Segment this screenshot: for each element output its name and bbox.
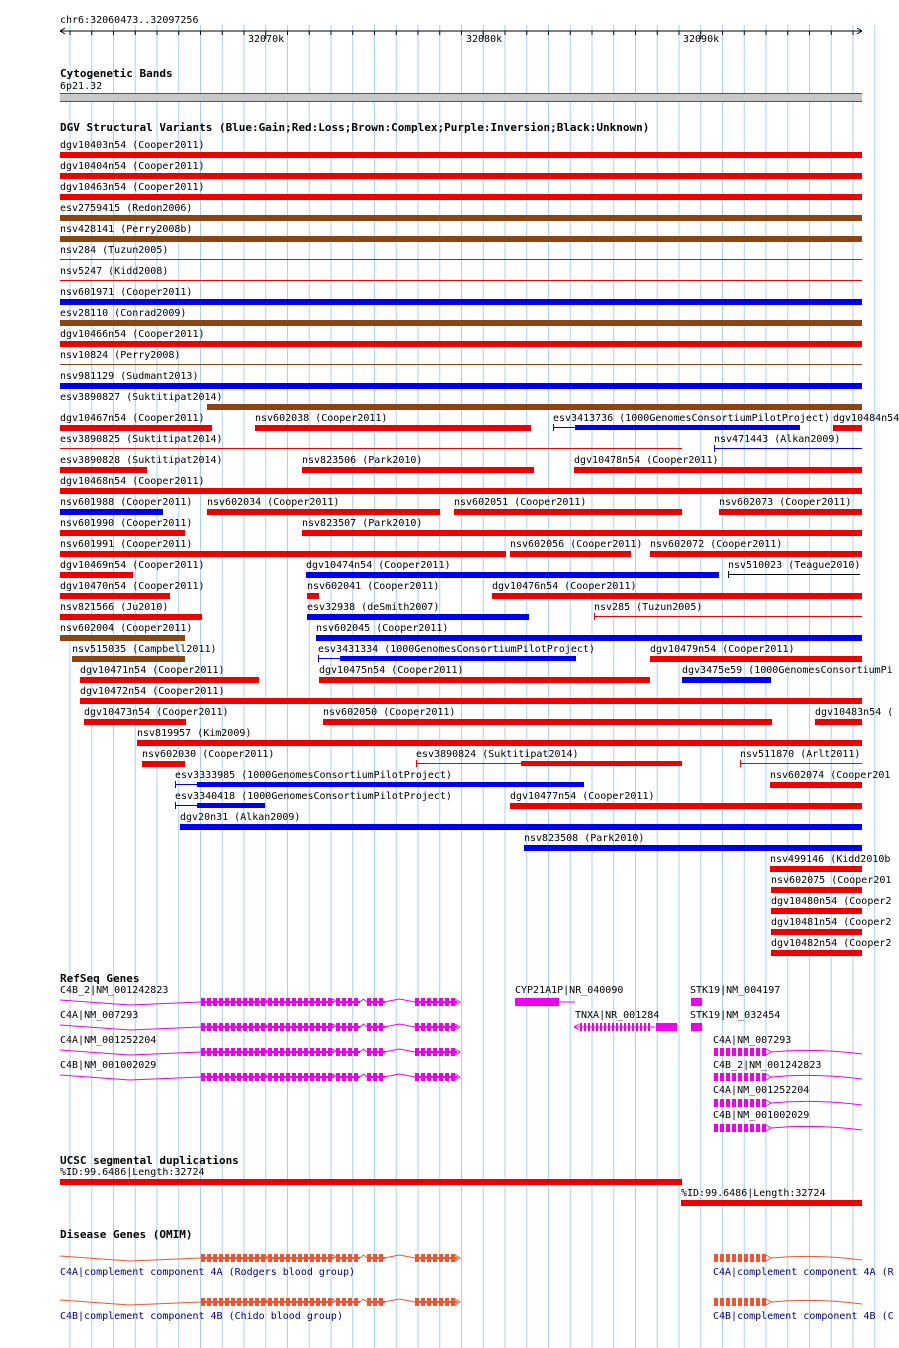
exon[interactable]	[379, 1298, 383, 1306]
dgv-feature-label[interactable]: nsv602038 (Cooper2011)	[255, 413, 388, 424]
exon-connector[interactable]	[340, 1301, 342, 1303]
exon[interactable]	[219, 1298, 223, 1306]
exon-connector[interactable]	[235, 1257, 237, 1259]
exon-connector[interactable]	[253, 1257, 255, 1259]
ruler-tick-label: 32080k	[466, 34, 503, 45]
dgv-feature-label[interactable]: nsv602041 (Cooper2011)	[307, 581, 440, 592]
dgv-feature-label[interactable]: nsv602050 (Cooper2011)	[323, 707, 456, 718]
dgv-feature-label[interactable]: esv28110 (Conrad2009)	[60, 308, 187, 319]
exon-connector[interactable]	[308, 1301, 310, 1303]
exon-connector[interactable]	[419, 1257, 421, 1259]
dgv-feature-label[interactable]: dgv10474n54 (Cooper2011)	[306, 560, 451, 571]
exon-connector[interactable]	[352, 1301, 354, 1303]
exon-connector[interactable]	[302, 1257, 304, 1259]
exon[interactable]	[744, 1298, 748, 1306]
omim-gene-label[interactable]: C4B|complement component 4B (Chido blood group)	[60, 1311, 343, 1322]
dgv-feature-label[interactable]: dgv10471n54 (Cooper2011)	[80, 665, 225, 676]
dgv-feature-label[interactable]: nsv602074 (Cooper201	[770, 770, 891, 781]
dgv-feature-label[interactable]: nsv601971 (Cooper2011)	[60, 287, 193, 298]
omim-gene-label[interactable]: C4A|complement component 4A (Rodgers blood group)	[60, 1267, 356, 1278]
exon-connector[interactable]	[247, 1301, 249, 1303]
dgv-feature-label[interactable]: dgv10483n54 (	[815, 707, 894, 718]
dgv-feature-label[interactable]: nsv602072 (Cooper2011)	[650, 539, 783, 550]
refseq-gene-label[interactable]: STK19|NM_032454	[690, 1010, 781, 1021]
dgv-feature-label[interactable]: nsv602073 (Cooper2011)	[719, 497, 852, 508]
exon[interactable]	[367, 1254, 371, 1262]
exon[interactable]	[280, 1254, 284, 1262]
exon[interactable]	[274, 1254, 278, 1262]
dgv-feature-label[interactable]: nsv819957 (Kim2009)	[137, 728, 252, 739]
dgv-feature-label[interactable]: dgv10403n54 (Cooper2011)	[60, 140, 205, 151]
exon[interactable]	[336, 1254, 340, 1262]
exon[interactable]	[421, 1298, 425, 1306]
dgv-feature-label[interactable]: nsv823506 (Park2010)	[302, 455, 423, 466]
intron-line	[771, 1300, 862, 1304]
exon-connector[interactable]	[371, 1301, 373, 1303]
exon[interactable]	[213, 1298, 217, 1306]
exon[interactable]	[201, 1298, 205, 1306]
exon[interactable]	[286, 1298, 290, 1306]
exon[interactable]	[354, 1298, 358, 1306]
exon[interactable]	[342, 1254, 346, 1262]
omim-track-title[interactable]: Disease Genes (OMIM)	[60, 1228, 193, 1241]
exon-connector[interactable]	[308, 1257, 310, 1259]
exon[interactable]	[762, 1298, 766, 1306]
exon[interactable]	[732, 1254, 736, 1262]
exon[interactable]	[213, 1254, 217, 1262]
exon[interactable]	[354, 1254, 358, 1262]
refseq-gene-label[interactable]: CYP21A1P|NR_040090	[515, 985, 624, 996]
cytoband-track-title[interactable]: Cytogenetic Bands	[60, 67, 173, 80]
exon-connector[interactable]	[377, 1301, 379, 1303]
exon[interactable]	[225, 1298, 229, 1306]
dgv-feature-label[interactable]: nsv510023 (Teague2010)	[728, 560, 861, 571]
exon[interactable]	[342, 1298, 346, 1306]
dgv-feature-label[interactable]: esv3890827 (Suktitipat2014)	[60, 392, 223, 403]
cytoband-label: 6p21.32	[60, 81, 103, 92]
refseq-gene-label[interactable]: TNXA|NR_001284	[575, 1010, 660, 1021]
exon[interactable]	[237, 1298, 241, 1306]
exon[interactable]	[280, 1298, 284, 1306]
exon-connector[interactable]	[253, 1301, 255, 1303]
dgv-feature-label[interactable]: nsv981129 (Sudmant2013)	[60, 371, 199, 382]
exon[interactable]	[225, 1254, 229, 1262]
exon-connector[interactable]	[211, 1257, 213, 1259]
dgv-feature-label[interactable]: nsv515035 (Campbell2011)	[72, 644, 217, 655]
exon[interactable]	[445, 1254, 449, 1262]
exon[interactable]	[421, 1254, 425, 1262]
dgv-feature-label[interactable]: dgv10466n54 (Cooper2011)	[60, 329, 205, 340]
refseq-gene-label[interactable]: C4A|NM_007293	[60, 1010, 139, 1021]
refseq-gene-label[interactable]: C4A|NM_001252204	[713, 1085, 810, 1096]
exon[interactable]	[298, 1298, 302, 1306]
dgv-feature-label[interactable]: nsv601988 (Cooper2011)	[60, 497, 193, 508]
dgv-feature-label[interactable]: nsv602056 (Cooper2011)	[510, 539, 643, 550]
exon[interactable]	[348, 1298, 352, 1306]
intron-line	[771, 1256, 862, 1260]
dgv-feature-label[interactable]: dgv10404n54 (Cooper2011)	[60, 161, 205, 172]
exon-connector[interactable]	[272, 1301, 274, 1303]
exon-connector[interactable]	[320, 1257, 322, 1259]
exon[interactable]	[373, 1254, 377, 1262]
exon[interactable]	[201, 1254, 205, 1262]
exon-connector[interactable]	[278, 1257, 280, 1259]
exon-connector[interactable]	[229, 1257, 231, 1259]
dgv-feature-label[interactable]: nsv602051 (Cooper2011)	[454, 497, 587, 508]
exon[interactable]	[439, 1254, 443, 1262]
intron-line	[60, 1300, 201, 1305]
dgv-feature-label[interactable]: nsv823508 (Park2010)	[524, 833, 645, 844]
exon[interactable]	[274, 1298, 278, 1306]
exon-connector[interactable]	[241, 1301, 243, 1303]
dgv-feature-label[interactable]: dgv10477n54 (Cooper2011)	[510, 791, 655, 802]
dgv-feature-label[interactable]: dgv10463n54 (Cooper2011)	[60, 182, 205, 193]
dgv-feature-label[interactable]: esv3890825 (Suktitipat2014)	[60, 434, 223, 445]
exon-connector[interactable]	[326, 1301, 328, 1303]
exon[interactable]	[750, 1298, 754, 1306]
exon[interactable]	[732, 1298, 736, 1306]
exon-connector[interactable]	[377, 1257, 379, 1259]
dgv-feature-label[interactable]: nsv602034 (Cooper2011)	[207, 497, 340, 508]
exon-connector[interactable]	[296, 1257, 298, 1259]
exon[interactable]	[219, 1254, 223, 1262]
exon[interactable]	[373, 1298, 377, 1306]
dgv-feature-label[interactable]: nsv499146 (Kidd2010b	[770, 854, 891, 865]
exon[interactable]	[433, 1298, 437, 1306]
exon-connector[interactable]	[205, 1301, 207, 1303]
exon[interactable]	[336, 1298, 340, 1306]
exon-connector[interactable]	[211, 1301, 213, 1303]
exon-connector[interactable]	[290, 1301, 292, 1303]
exon[interactable]	[286, 1254, 290, 1262]
exon[interactable]	[445, 1298, 449, 1306]
dgv-feature-label[interactable]: nsv601991 (Cooper2011)	[60, 539, 193, 550]
exon[interactable]	[726, 1254, 730, 1262]
exon[interactable]	[310, 1254, 314, 1262]
refseq-gene-label[interactable]: C4B|NM_001002029	[713, 1110, 810, 1121]
dgv-feature-label[interactable]: nsv601990 (Cooper2011)	[60, 518, 193, 529]
dgv-feature-label[interactable]: nsv821566 (Ju2010)	[60, 602, 169, 613]
exon-connector[interactable]	[320, 1301, 322, 1303]
exon[interactable]	[738, 1298, 742, 1306]
exon-connector[interactable]	[358, 1257, 360, 1259]
exon[interactable]	[415, 1254, 419, 1262]
exon-connector[interactable]	[443, 1257, 445, 1259]
exon-connector[interactable]	[272, 1257, 274, 1259]
coordinate-range: chr6:32060473..32097256	[60, 15, 199, 26]
exon[interactable]	[756, 1254, 760, 1262]
exon-connector[interactable]	[259, 1301, 261, 1303]
dgv-track-title[interactable]: DGV Structural Variants (Blue:Gain;Red:Loss;Brown:Complex;Purple:Inversion;Black:Unknown)	[60, 121, 650, 134]
exon[interactable]	[292, 1254, 296, 1262]
exon[interactable]	[316, 1254, 320, 1262]
exon-connector[interactable]	[371, 1257, 373, 1259]
omim-gene-label[interactable]: C4B|complement component 4B (C	[713, 1311, 894, 1322]
exon-connector[interactable]	[259, 1257, 261, 1259]
exon-connector[interactable]	[431, 1257, 433, 1259]
exon-connector[interactable]	[284, 1301, 286, 1303]
exon[interactable]	[433, 1254, 437, 1262]
ruler-tick-label: 32090k	[683, 34, 720, 45]
exon[interactable]	[249, 1298, 253, 1306]
dgv-feature-label[interactable]: dgv10482n54 (Cooper2	[771, 938, 892, 949]
dgv-feature-label[interactable]: dgv10479n54 (Cooper2011)	[650, 644, 795, 655]
dgv-feature-label[interactable]: dgv10478n54 (Cooper2011)	[574, 455, 719, 466]
exon[interactable]	[439, 1298, 443, 1306]
exon-connector[interactable]	[326, 1257, 328, 1259]
exon-connector[interactable]	[346, 1257, 348, 1259]
exon[interactable]	[249, 1254, 253, 1262]
exon-connector[interactable]	[302, 1301, 304, 1303]
dgv-feature-label[interactable]: nsv10824 (Perry2008)	[60, 350, 181, 361]
exon[interactable]	[451, 1298, 455, 1306]
refseq-gene-label[interactable]: C4B|NM_001002029	[60, 1060, 157, 1071]
exon-connector[interactable]	[223, 1301, 225, 1303]
exon[interactable]	[237, 1254, 241, 1262]
dgv-feature-label[interactable]: nsv5247 (Kidd2008)	[60, 266, 169, 277]
dgv-feature-label[interactable]: esv2759415 (Redon2006)	[60, 203, 193, 214]
exon[interactable]	[310, 1298, 314, 1306]
exon-connector[interactable]	[425, 1301, 427, 1303]
dgv-feature-label[interactable]: dgv10475n54 (Cooper2011)	[319, 665, 464, 676]
exon[interactable]	[231, 1298, 235, 1306]
dgv-feature-label[interactable]: nsv471443 (Alkan2009)	[714, 434, 841, 445]
exon-connector[interactable]	[340, 1257, 342, 1259]
exon-connector[interactable]	[431, 1301, 433, 1303]
exon-connector[interactable]	[425, 1257, 427, 1259]
exon[interactable]	[255, 1254, 259, 1262]
exon-connector[interactable]	[449, 1257, 451, 1259]
exon[interactable]	[720, 1254, 724, 1262]
exon[interactable]	[231, 1254, 235, 1262]
omim-gene-label[interactable]: C4A|complement component 4A (R	[713, 1267, 894, 1278]
exon-connector[interactable]	[217, 1257, 219, 1259]
dgv-feature-label[interactable]: esv3333985 (1000GenomesConsortiumPilotProject)	[175, 770, 452, 781]
intron-line	[360, 1299, 367, 1302]
exon-connector[interactable]	[229, 1301, 231, 1303]
exon[interactable]	[348, 1254, 352, 1262]
dgv-feature-label[interactable]: dgv3475e59 (1000GenomesConsortiumPi	[682, 665, 893, 676]
exon[interactable]	[379, 1254, 383, 1262]
exon[interactable]	[744, 1254, 748, 1262]
dgv-feature-label[interactable]: esv3890824 (Suktitipat2014)	[416, 749, 579, 760]
intron-line	[384, 1299, 415, 1302]
exon-connector[interactable]	[455, 1257, 457, 1259]
dgv-feature-label[interactable]: nsv511870 (Arlt2011)	[740, 749, 861, 760]
exon-connector[interactable]	[284, 1257, 286, 1259]
segdup-label[interactable]: %ID:99.6486|Length:32724	[681, 1188, 826, 1199]
intron-line	[360, 1255, 367, 1258]
exon-connector[interactable]	[419, 1301, 421, 1303]
exon-connector[interactable]	[235, 1301, 237, 1303]
exon[interactable]	[298, 1254, 302, 1262]
refseq-gene-label[interactable]: C4B_2|NM_001242823	[60, 985, 169, 996]
exon-connector[interactable]	[241, 1257, 243, 1259]
exon[interactable]	[750, 1254, 754, 1262]
exon[interactable]	[292, 1298, 296, 1306]
exon-connector[interactable]	[314, 1257, 316, 1259]
exon[interactable]	[268, 1254, 272, 1262]
dgv-feature-label[interactable]: esv3431334 (1000GenomesConsortiumPilotProject)	[318, 644, 595, 655]
exon-connector[interactable]	[217, 1301, 219, 1303]
exon[interactable]	[738, 1254, 742, 1262]
dgv-feature-label[interactable]: nsv602075 (Cooper201	[771, 875, 892, 886]
dgv-feature-label[interactable]: nsv602045 (Cooper2011)	[316, 623, 449, 634]
dgv-feature-label[interactable]: esv3340418 (1000GenomesConsortiumPilotProject)	[175, 791, 452, 802]
exon[interactable]	[243, 1298, 247, 1306]
dgv-feature-label[interactable]: esv3413736 (1000GenomesConsortiumPilotProject)	[553, 413, 830, 424]
exon[interactable]	[207, 1254, 211, 1262]
segdup-label[interactable]: %ID:99.6486|Length:32724	[60, 1167, 205, 1178]
dgv-feature-label[interactable]: nsv428141 (Perry2008b)	[60, 224, 193, 235]
dgv-feature-label[interactable]: esv3890828 (Suktitipat2014)	[60, 455, 223, 466]
exon-connector[interactable]	[223, 1257, 225, 1259]
dgv-feature-label[interactable]: dgv10484n54	[833, 413, 899, 424]
exon-connector[interactable]	[332, 1301, 334, 1303]
dgv-feature-label[interactable]: dgv10476n54 (Cooper2011)	[492, 581, 637, 592]
exon[interactable]	[207, 1298, 211, 1306]
dgv-feature-label[interactable]: dgv10468n54 (Cooper2011)	[60, 476, 205, 487]
dgv-feature-label[interactable]: dgv10470n54 (Cooper2011)	[60, 581, 205, 592]
exon[interactable]	[427, 1298, 431, 1306]
exon[interactable]	[268, 1298, 272, 1306]
ruler-tick-label: 32070k	[248, 34, 285, 45]
exon[interactable]	[714, 1254, 718, 1262]
dgv-feature-label[interactable]: dgv10472n54 (Cooper2011)	[80, 686, 225, 697]
exon[interactable]	[451, 1254, 455, 1262]
dgv-feature-label[interactable]: dgv20n31 (Alkan2009)	[180, 812, 301, 823]
exon-connector[interactable]	[296, 1301, 298, 1303]
exon-connector[interactable]	[346, 1301, 348, 1303]
exon-connector[interactable]	[443, 1301, 445, 1303]
exon[interactable]	[720, 1298, 724, 1306]
dgv-feature-label[interactable]: nsv284 (Tuzun2005)	[60, 245, 169, 256]
exon-connector[interactable]	[332, 1257, 334, 1259]
dgv-feature-label[interactable]: dgv10469n54 (Cooper2011)	[60, 560, 205, 571]
dgv-feature-label[interactable]: nsv285 (Tuzun2005)	[594, 602, 703, 613]
exon[interactable]	[726, 1298, 730, 1306]
dgv-feature-label[interactable]: esv32938 (deSmith2007)	[307, 602, 440, 613]
refseq-gene-label[interactable]: C4B_2|NM_001242823	[713, 1060, 822, 1071]
exon[interactable]	[255, 1298, 259, 1306]
exon[interactable]	[243, 1254, 247, 1262]
exon-connector[interactable]	[437, 1301, 439, 1303]
intron-line	[384, 1255, 415, 1258]
exon-connector[interactable]	[358, 1301, 360, 1303]
dgv-feature-label[interactable]: dgv10467n54 (Cooper2011)	[60, 413, 205, 424]
dgv-feature-label[interactable]: nsv602030 (Cooper2011)	[142, 749, 275, 760]
dgv-feature-label[interactable]: nsv602004 (Cooper2011)	[60, 623, 193, 634]
refseq-gene-label[interactable]: C4A|NM_001252204	[60, 1035, 157, 1046]
refseq-gene-label[interactable]: C4A|NM_007293	[713, 1035, 792, 1046]
intron-line	[60, 1256, 201, 1261]
exon-connector[interactable]	[455, 1301, 457, 1303]
strand-arrow	[766, 1299, 771, 1305]
exon-connector[interactable]	[247, 1257, 249, 1259]
exon-connector[interactable]	[449, 1301, 451, 1303]
dgv-feature-label[interactable]: dgv10480n54 (Cooper2	[771, 896, 892, 907]
exon[interactable]	[304, 1298, 308, 1306]
refseq-track-title[interactable]: RefSeq Genes	[60, 972, 140, 985]
exon[interactable]	[762, 1254, 766, 1262]
dgv-feature-label[interactable]: dgv10473n54 (Cooper2011)	[84, 707, 229, 718]
exon[interactable]	[714, 1298, 718, 1306]
exon-connector[interactable]	[278, 1301, 280, 1303]
dgv-feature-label[interactable]: nsv823507 (Park2010)	[302, 518, 423, 529]
dgv-feature-label[interactable]: dgv10481n54 (Cooper2	[771, 917, 892, 928]
refseq-gene-label[interactable]: STK19|NM_004197	[690, 985, 781, 996]
exon[interactable]	[756, 1298, 760, 1306]
exon-connector[interactable]	[352, 1257, 354, 1259]
exon[interactable]	[316, 1298, 320, 1306]
exon[interactable]	[322, 1298, 326, 1306]
exon-connector[interactable]	[205, 1257, 207, 1259]
strand-arrow	[766, 1255, 771, 1261]
exon[interactable]	[304, 1254, 308, 1262]
exon[interactable]	[322, 1254, 326, 1262]
exon[interactable]	[367, 1298, 371, 1306]
exon[interactable]	[415, 1298, 419, 1306]
exon-connector[interactable]	[314, 1301, 316, 1303]
exon[interactable]	[427, 1254, 431, 1262]
segdup-track-title[interactable]: UCSC segmental duplications	[60, 1154, 239, 1167]
exon-connector[interactable]	[437, 1257, 439, 1259]
exon-connector[interactable]	[290, 1257, 292, 1259]
